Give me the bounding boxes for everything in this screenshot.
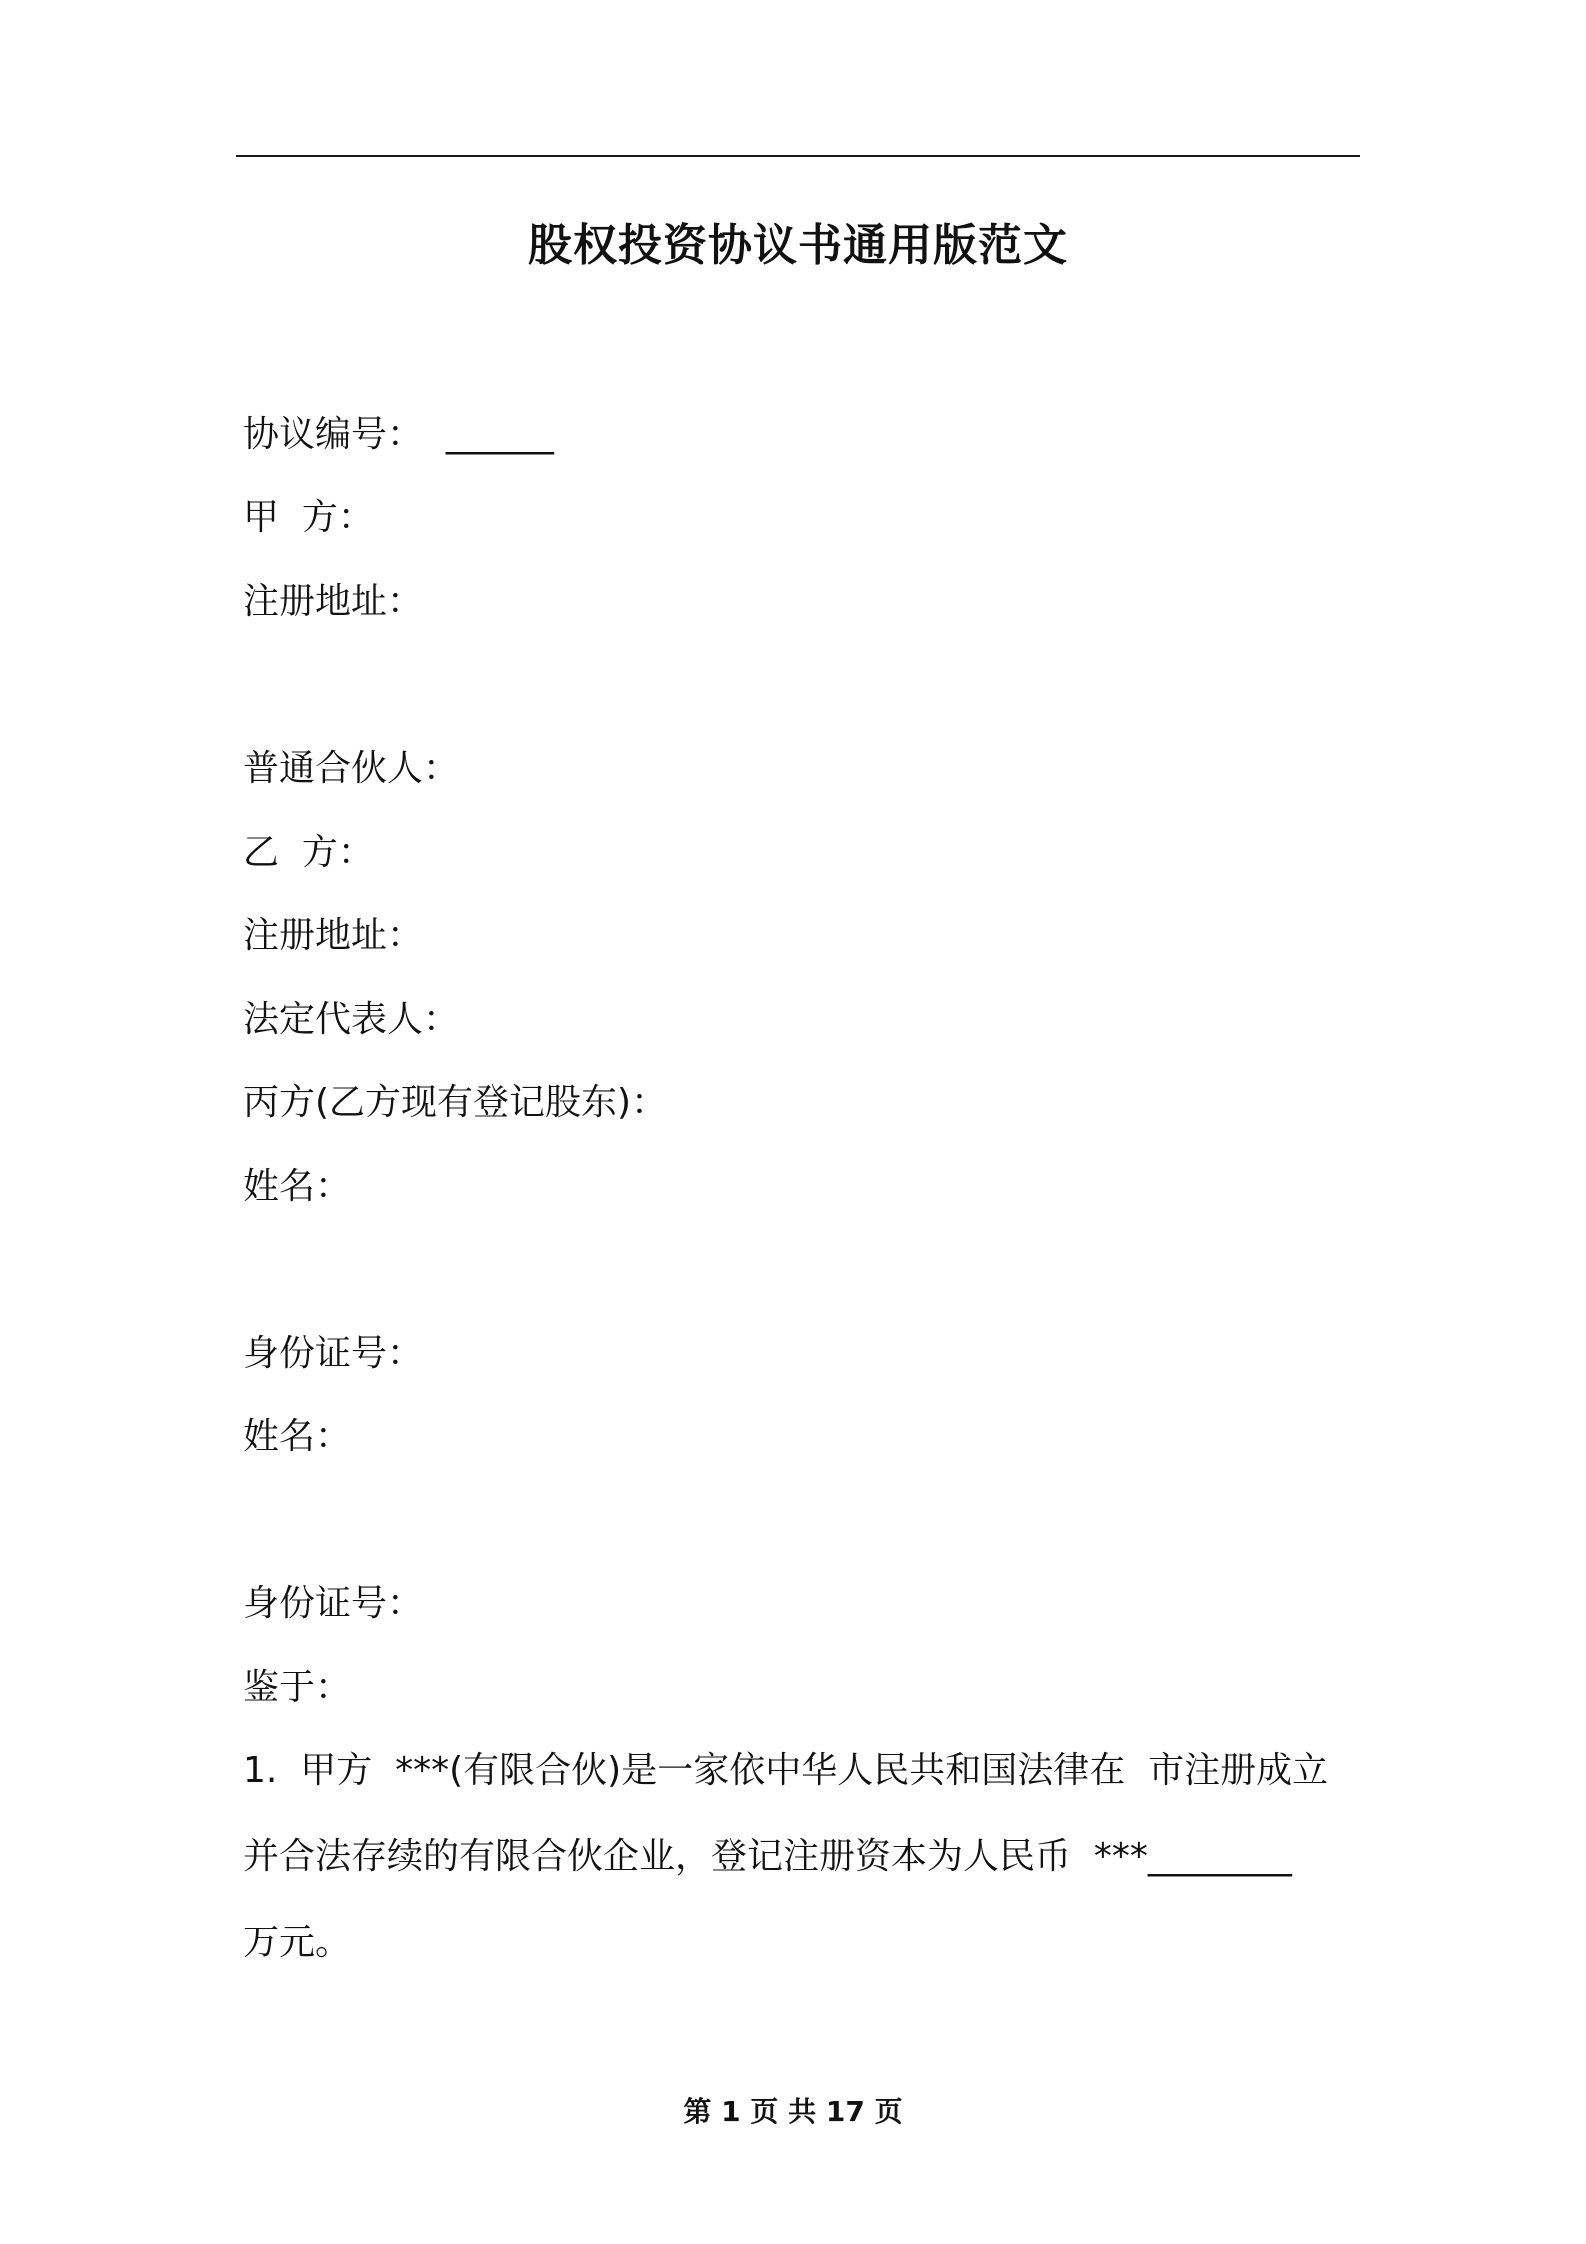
shareholder-id-field-1: 身份证号：: [243, 1333, 424, 1374]
clause-1-line-2: 并合法存续的有限合伙企业，登记注册资本为人民币 ***________: [243, 1836, 1292, 1877]
clause-1-line-1: 1. 甲方 ***(有限合伙)是一家依中华人民共和国法律在 市注册成立: [243, 1750, 1329, 1791]
page-number-footer: 第 1 页 共 17 页: [683, 2095, 903, 2128]
whereas-heading: 鉴于：: [243, 1667, 352, 1708]
clause-1-paragraph: [243, 1747, 1358, 1967]
clause-1-line-3: 万元。: [243, 1922, 352, 1963]
header-rule: [236, 155, 1360, 157]
agreement-number-field: 协议编号： ______: [243, 414, 554, 455]
shareholder-name-field-2: 姓名：: [243, 1416, 352, 1457]
party-b-address-field: 注册地址：: [243, 915, 424, 956]
document-title: 股权投资协议书通用版范文: [528, 220, 1068, 271]
party-a-address-field: 注册地址：: [243, 581, 424, 622]
general-partner-field: 普通合伙人：: [243, 748, 460, 789]
party-c-field: 丙方(乙方现有登记股东)：: [243, 1082, 668, 1123]
legal-representative-field: 法定代表人：: [243, 999, 460, 1040]
shareholder-id-field-2: 身份证号：: [243, 1583, 424, 1624]
party-a-field: 甲 方：: [243, 497, 374, 538]
shareholder-name-field-1: 姓名：: [243, 1166, 352, 1207]
party-b-field: 乙 方：: [243, 832, 374, 873]
